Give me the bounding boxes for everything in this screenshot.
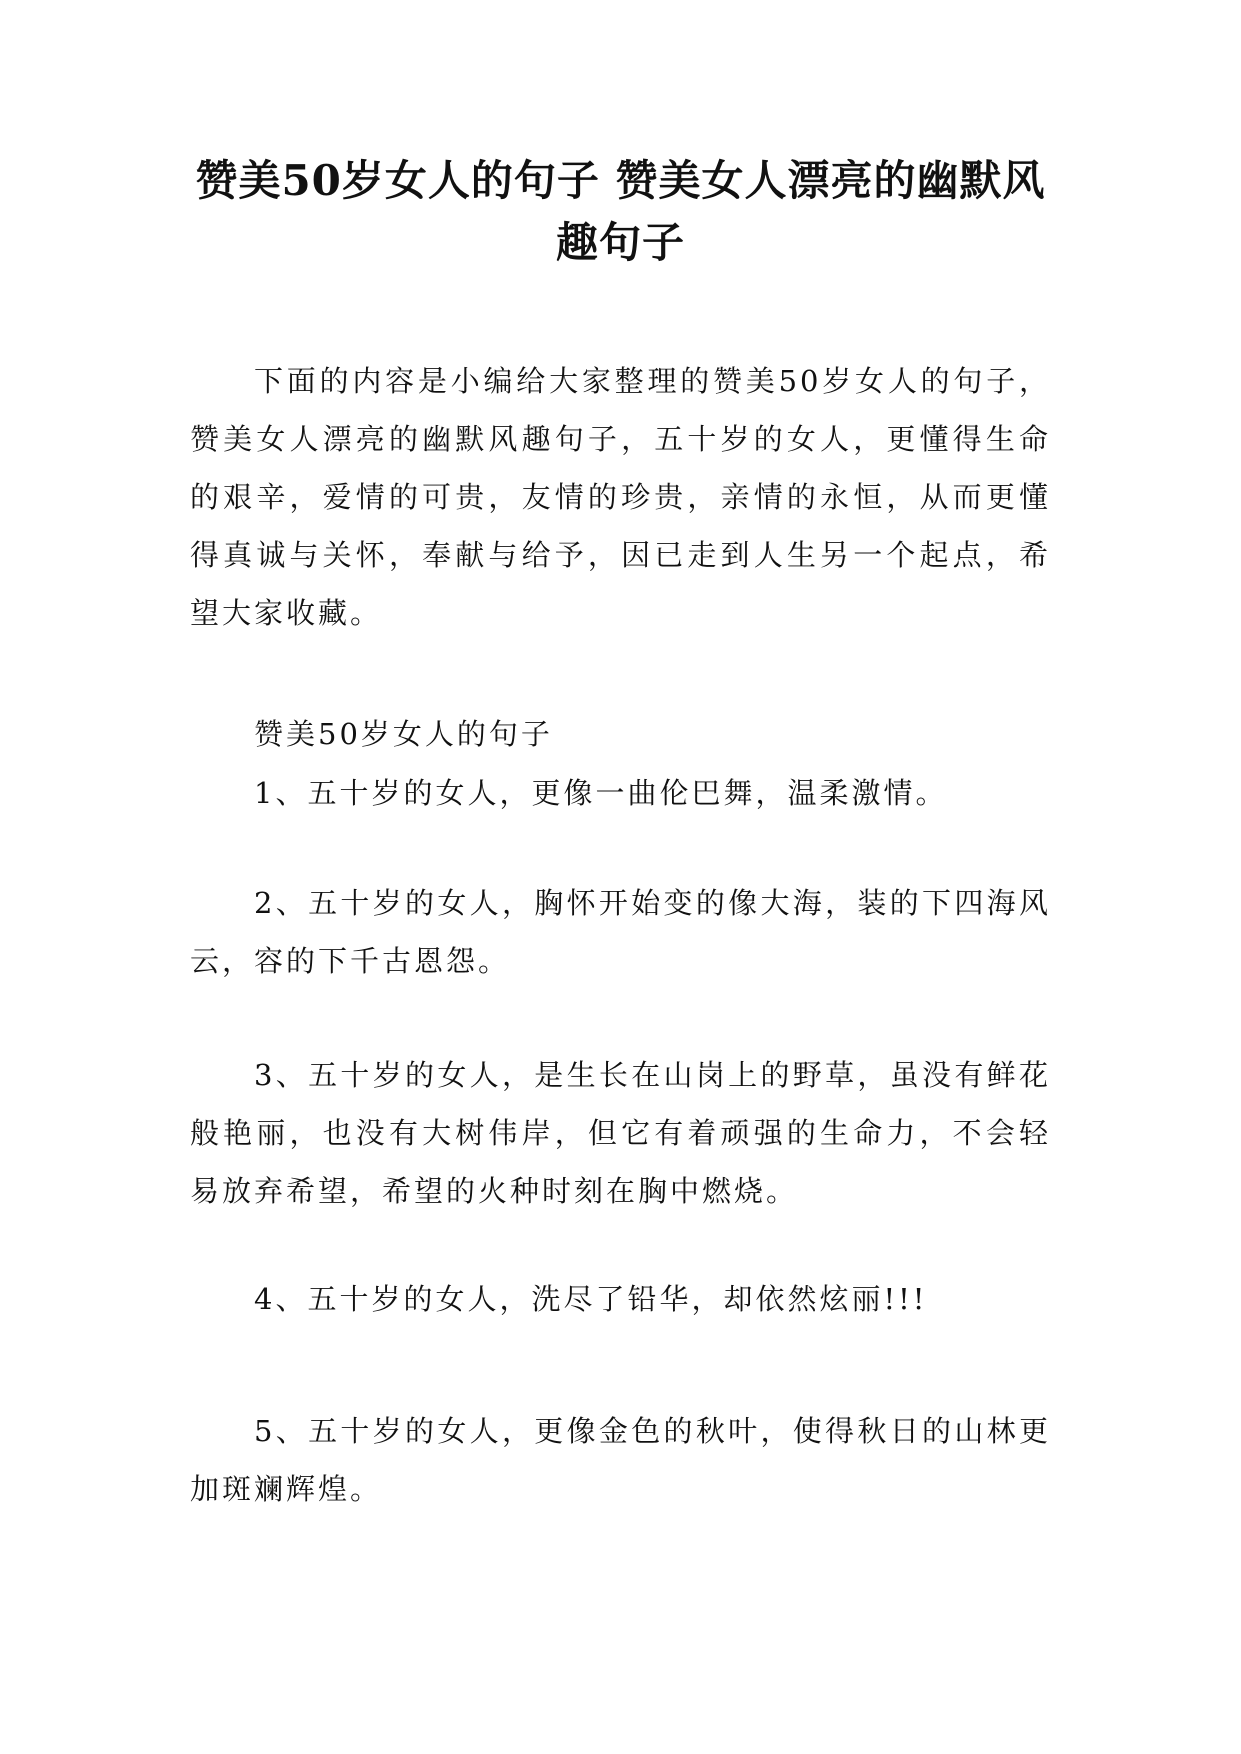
intro-paragraph: 下面的内容是小编给大家整理的赞美50岁女人的句子，赞美女人漂亮的幽默风趣句子，五十岁的女人，更懂得生命的艰辛，爱情的可贵，友情的珍贵，亲情的永恒，从而更懂得真诚与关怀，奉献与给予，因已走到人生另一个起点，希望大家收藏。 (190, 364, 1051, 630)
list-item: 4、五十岁的女人，洗尽了铅华，却依然炫丽!!! (254, 1282, 928, 1316)
document-title: 赞美50岁女人的句子 赞美女人漂亮的幽默风趣句子 (195, 156, 1046, 267)
list-item: 1、五十岁的女人，更像一曲伦巴舞，温柔激情。 (254, 776, 948, 810)
list-item: 5、五十岁的女人，更像金色的秋叶，使得秋日的山林更加斑斓辉煌。 (190, 1414, 1051, 1506)
section-heading: 赞美50岁女人的句子 (254, 717, 553, 751)
list-item: 3、五十岁的女人，是生长在山岗上的野草，虽没有鲜花般艳丽，也没有大树伟岸，但它有着顽强的生命力，不会轻易放弃希望，希望的火种时刻在胸中燃烧。 (190, 1058, 1051, 1208)
list-item: 2、五十岁的女人，胸怀开始变的像大海，装的下四海风云，容的下千古恩怨。 (190, 886, 1051, 978)
